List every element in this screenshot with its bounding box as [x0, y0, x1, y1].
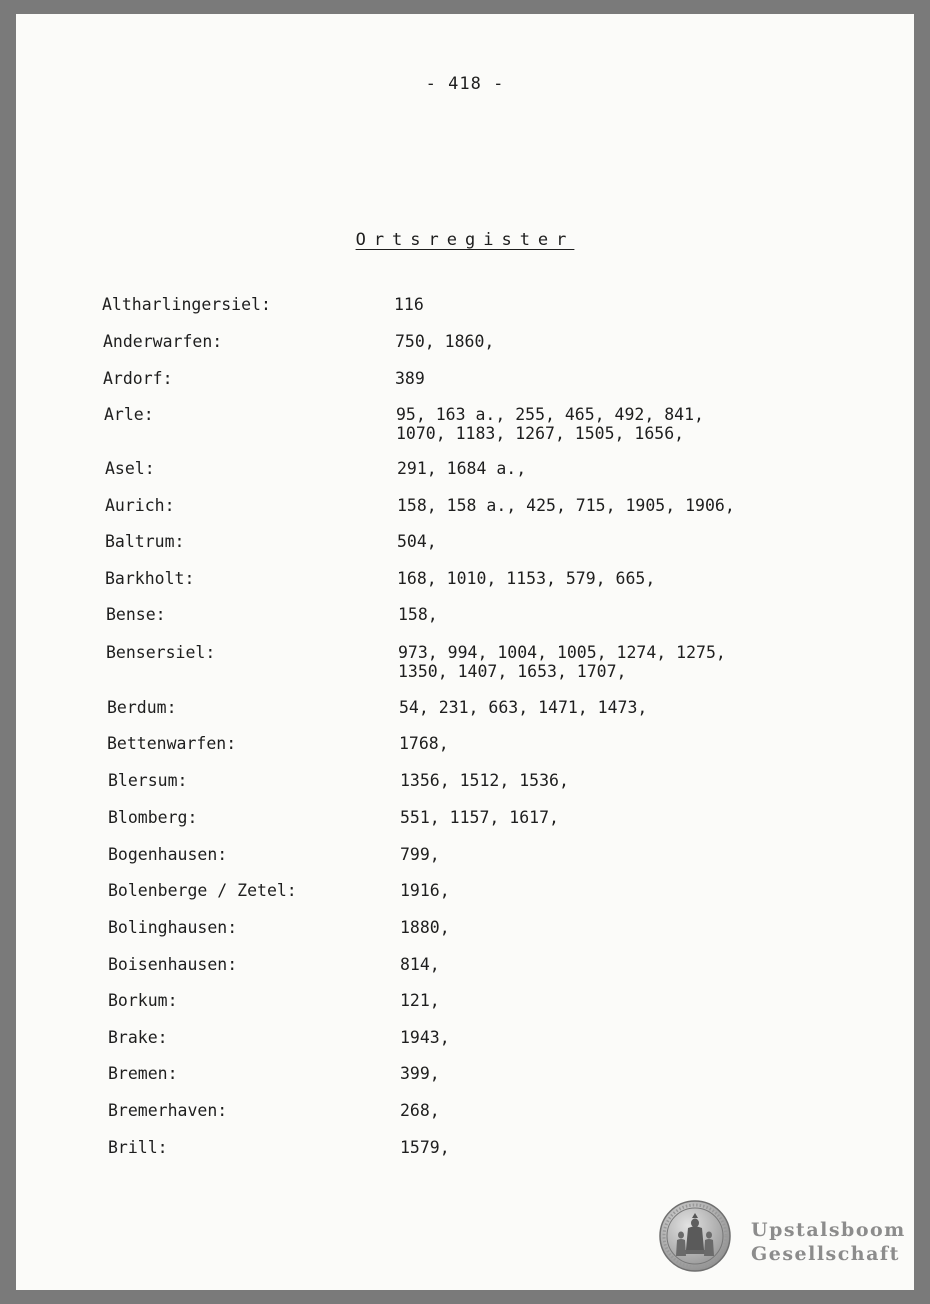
place-name: Altharlingersiel:: [102, 295, 271, 314]
place-name: Anderwarfen:: [103, 332, 223, 351]
document-page: [16, 14, 914, 1290]
page-refs: 291, 1684 a.,: [397, 459, 527, 478]
page-refs: 268,: [400, 1101, 440, 1120]
brand-line-2: Gesellschaft: [751, 1243, 900, 1265]
place-name: Barkholt:: [105, 569, 195, 588]
place-name: Boisenhausen:: [108, 955, 238, 974]
place-name: Bogenhausen:: [108, 845, 228, 864]
place-name: Bremen:: [108, 1064, 178, 1083]
page-refs: 1579,: [400, 1138, 450, 1157]
place-name: Aurich:: [105, 496, 175, 515]
place-name: Borkum:: [108, 991, 178, 1010]
page-refs: 158, 158 a., 425, 715, 1905, 1906,: [397, 496, 735, 515]
watermark-brand: [751, 1218, 906, 1266]
page-refs: 1943,: [400, 1028, 450, 1047]
place-name: Blomberg:: [108, 808, 198, 827]
place-name: Berdum:: [107, 698, 177, 717]
place-name: Bettenwarfen:: [107, 734, 237, 753]
place-name: Bolenberge / Zetel:: [108, 881, 297, 900]
page-refs: 814,: [400, 955, 440, 974]
page-refs: 121,: [400, 991, 440, 1010]
place-name: Brill:: [108, 1138, 168, 1157]
place-name: Asel:: [105, 459, 155, 478]
page-refs: 750, 1860,: [395, 332, 495, 351]
place-name: Bolinghausen:: [108, 918, 238, 937]
place-name: Ardorf:: [103, 369, 173, 388]
page-refs: 158,: [398, 605, 438, 624]
page-refs: 1916,: [400, 881, 450, 900]
page-title: [16, 230, 914, 250]
place-name: Blersum:: [108, 771, 188, 790]
place-name: Arle:: [104, 405, 154, 424]
page-refs: 551, 1157, 1617,: [400, 808, 559, 827]
page-refs: 54, 231, 663, 1471, 1473,: [399, 698, 648, 717]
place-name: Bremerhaven:: [108, 1101, 228, 1120]
place-name: Bense:: [106, 605, 166, 624]
page-refs: 1768,: [399, 734, 449, 753]
place-name: Bensersiel:: [106, 643, 216, 662]
place-name: Brake:: [108, 1028, 168, 1047]
seal-icon: [659, 1200, 731, 1276]
page-number: - 418 -: [425, 74, 505, 94]
page-refs: 504,: [397, 532, 437, 551]
page-refs: 95, 163 a., 255, 465, 492, 841, 1070, 1183, 1267, 1505, 1656,: [396, 405, 704, 443]
page-refs: 399,: [400, 1064, 440, 1083]
brand-line-1: Upstalsboom: [751, 1219, 906, 1241]
page-refs: 799,: [400, 845, 440, 864]
page-refs: 389: [395, 369, 425, 388]
page-refs: 168, 1010, 1153, 579, 665,: [397, 569, 656, 588]
place-name: Baltrum:: [105, 532, 185, 551]
title-text: Ortsregister: [355, 230, 575, 250]
page-refs: 116: [394, 295, 424, 314]
page-refs: 1356, 1512, 1536,: [400, 771, 569, 790]
page-refs: 1880,: [400, 918, 450, 937]
page-refs: 973, 994, 1004, 1005, 1274, 1275, 1350, 1407, 1653, 1707,: [398, 643, 726, 681]
